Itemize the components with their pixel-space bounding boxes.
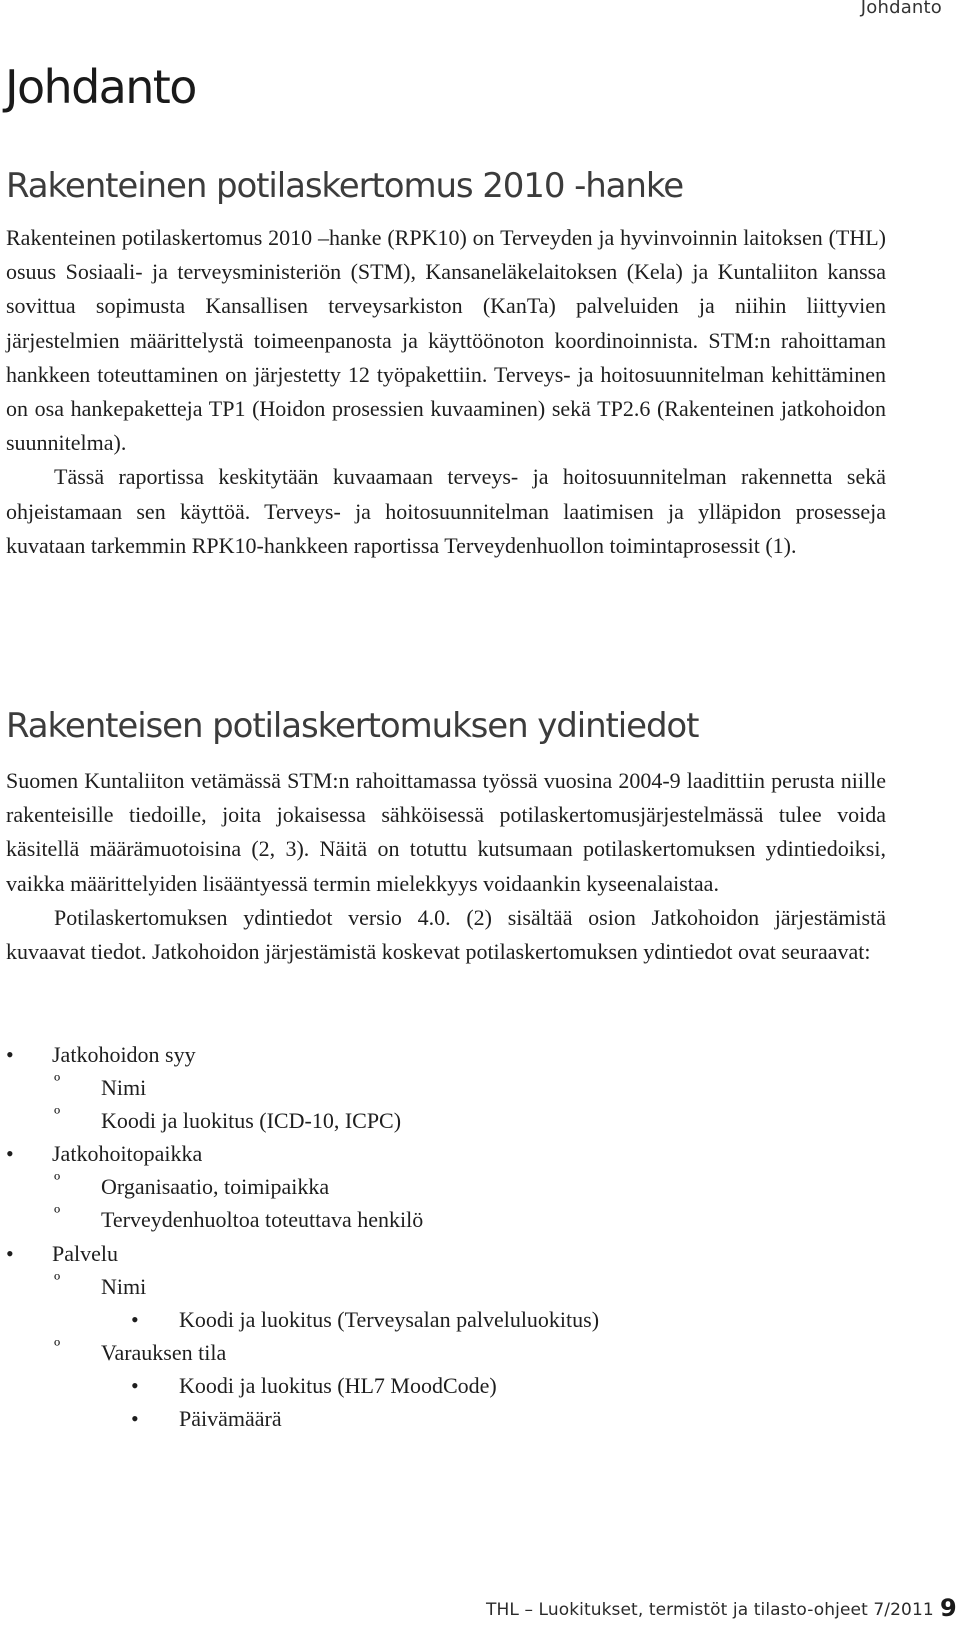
list-item bbox=[6, 1038, 886, 1071]
list-item-text: Jatkohoitopaikka bbox=[52, 1141, 203, 1167]
list-item bbox=[6, 1104, 886, 1137]
list-item bbox=[6, 1336, 886, 1369]
footer-publication: THL – Luokitukset, termistöt ja tilasto-ohjeet 7/2011 bbox=[486, 1600, 934, 1620]
bullet-marker: • bbox=[131, 1372, 139, 1398]
core-data-list bbox=[6, 1038, 886, 1435]
section-heading-project: Rakenteinen potilaskertomus 2010 -hanke bbox=[6, 166, 684, 206]
list-item-text: Koodi ja luokitus (ICD-10, ICPC) bbox=[101, 1108, 402, 1134]
paragraph: Suomen Kuntaliiton vetämässä STM:n rahoittamassa työssä vuosina 2004-9 laadittiin perusta niille rakenteisille tiedoille, joita jokaisessa sähköisessä potilaskertomusjärjestelmässä tulee voida käsitellä määrämuotoisina (2, 3). Näitä on totuttu kutsumaan potilaskertomuksen ydintiedoiksi, vaikka määrittelyiden lisääntyessä termin mielekkyys voidaankin kyseenalaistaa. bbox=[6, 768, 886, 896]
sub-bullet-marker: º bbox=[54, 1269, 61, 1292]
list-item bbox=[6, 1071, 886, 1104]
list-item-text: Päivämäärä bbox=[179, 1406, 282, 1432]
list-item-text: Nimi bbox=[101, 1075, 147, 1101]
chapter-title: Johdanto bbox=[5, 60, 196, 114]
list-item-text: Koodi ja luokitus (Terveysalan palveluluokitus) bbox=[179, 1306, 600, 1332]
list-item-text: Koodi ja luokitus (HL7 MoodCode) bbox=[179, 1372, 497, 1398]
sub-bullet-marker: º bbox=[54, 1104, 61, 1127]
bullet-marker: • bbox=[6, 1042, 14, 1067]
bullet-marker: • bbox=[131, 1406, 139, 1432]
list-item-text: Organisaatio, toimipaikka bbox=[101, 1174, 330, 1200]
section-core-data-body bbox=[6, 764, 886, 969]
list-item-text: Palvelu bbox=[52, 1240, 118, 1266]
list-item-text: Varauksen tila bbox=[101, 1339, 227, 1365]
section-heading-core-data: Rakenteisen potilaskertomuksen ydintiedot bbox=[6, 706, 699, 746]
list-item bbox=[6, 1237, 886, 1270]
list-item-text: Jatkohoidon syy bbox=[52, 1042, 196, 1067]
page-number: 9 bbox=[940, 1594, 957, 1622]
running-header: Johdanto bbox=[860, 0, 942, 18]
list-item bbox=[6, 1203, 886, 1236]
bullet-marker: • bbox=[131, 1306, 139, 1332]
paragraph: Tässä raportissa keskitytään kuvaamaan terveys- ja hoitosuunnitelman rakennetta sekä ohjeistamaan sen käyttöä. Terveys- ja hoitosuunnitelman laatimisen ja ylläpidon prosesseja kuvataan tarkemmin RPK10-hankkeen raportissa Terveydenhuollon toimintaprosessit (1). bbox=[6, 464, 886, 558]
list-item bbox=[6, 1369, 886, 1402]
list-item bbox=[6, 1303, 886, 1336]
list-item-text: Terveydenhuoltoa toteuttava henkilö bbox=[101, 1207, 424, 1233]
list-item bbox=[6, 1170, 886, 1203]
bullet-marker: • bbox=[6, 1240, 14, 1266]
sub-bullet-marker: º bbox=[54, 1203, 61, 1226]
sub-bullet-marker: º bbox=[54, 1335, 61, 1358]
paragraph: Potilaskertomuksen ydintiedot versio 4.0. (2) sisältää osion Jatkohoidon järjestämistä kuvaavat tiedot. Jatkohoidon järjestämistä koskevat potilaskertomuksen ydintiedot ovat seuraavat: bbox=[6, 904, 886, 965]
bullet-marker: • bbox=[6, 1141, 14, 1167]
paragraph: Rakenteinen potilaskertomus 2010 –hanke (RPK10) on Terveyden ja hyvinvoinnin laitoksen (THL) osuus Sosiaali- ja terveysministeriön (STM), Kansaneläkelaitoksen (Kela) ja Kuntaliiton kanssa sovittua sopimusta Kansallisen terveysarkiston (KanTa) palveluiden ja niihin liittyvien järjestelmien määrittelystä toimeenpanosta ja käyttöönoton koordinoinnista. STM:n rahoittaman hankkeen toteuttaminen on järjestetty 12 työpakettiin. Terveys- ja hoitosuunnitelman kehittäminen on osa hankepaketteja TP1 (Hoidon prosessien kuvaaminen) sekä TP2.6 (Rakenteinen jatkohoidon suunnitelma). bbox=[6, 225, 886, 456]
sub-bullet-marker: º bbox=[54, 1071, 61, 1094]
section-project-body bbox=[6, 221, 886, 563]
list-item bbox=[6, 1137, 886, 1170]
list-item bbox=[6, 1270, 886, 1303]
list-item-text: Nimi bbox=[101, 1273, 147, 1299]
sub-bullet-marker: º bbox=[54, 1170, 61, 1193]
list-item bbox=[6, 1402, 886, 1435]
